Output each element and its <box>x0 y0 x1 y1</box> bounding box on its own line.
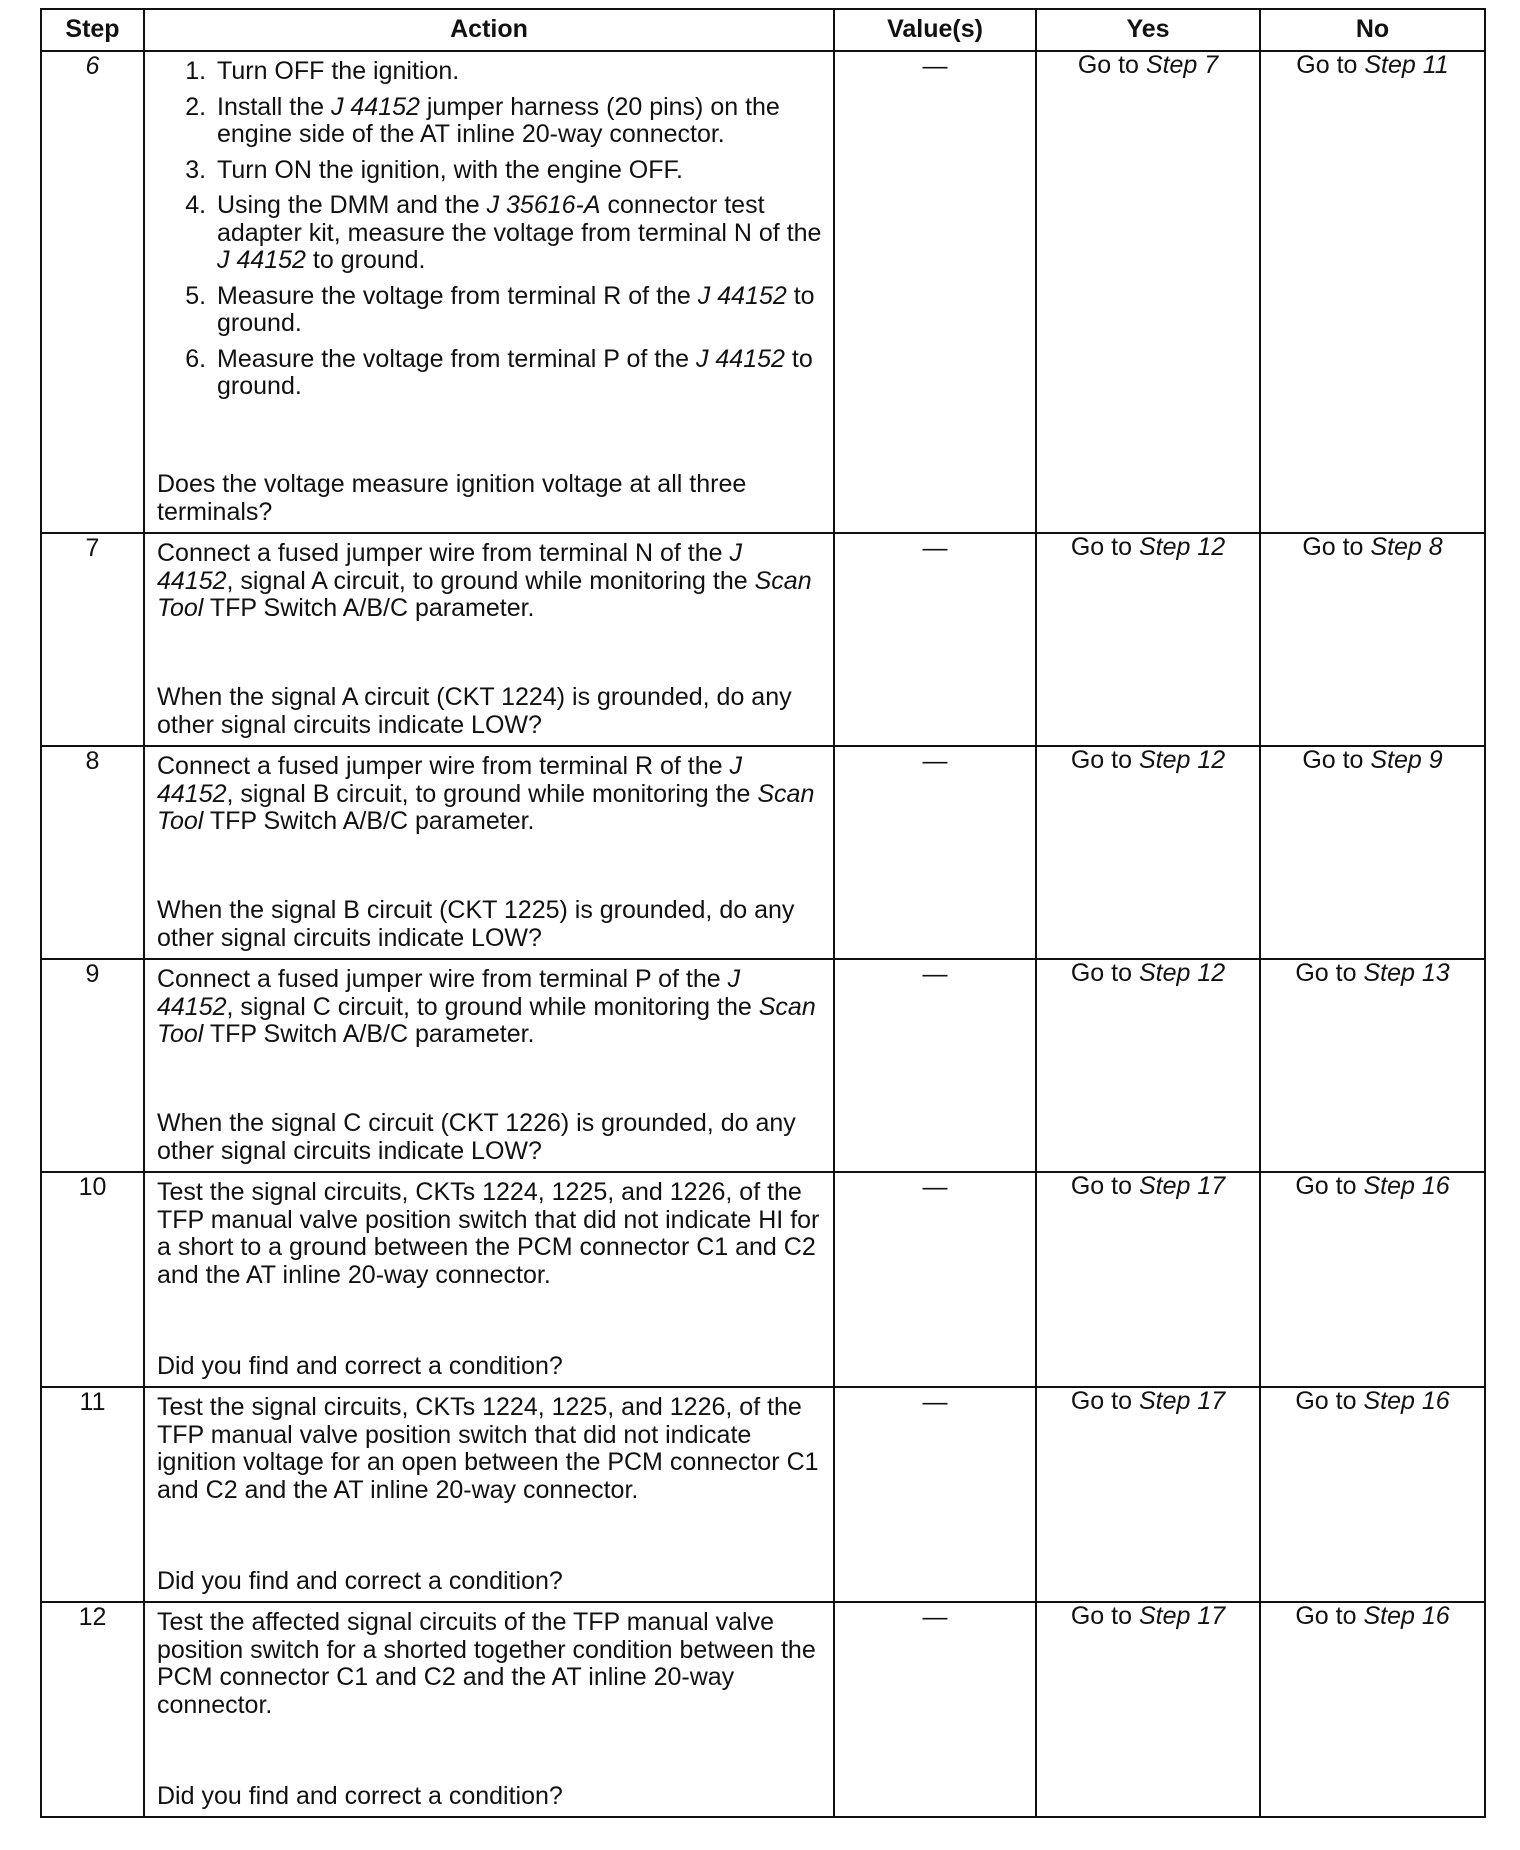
goto-step-link: Step 13 <box>1363 959 1450 987</box>
table-row <box>41 746 1485 959</box>
value-cell: — <box>834 746 1036 959</box>
action-lead <box>157 753 823 836</box>
action-text: to ground. <box>305 246 426 274</box>
step-number: 7 <box>41 533 144 746</box>
goto-prefix: Go to <box>1070 1387 1139 1415</box>
action-step <box>213 58 823 86</box>
table-row <box>41 51 1485 533</box>
action-question: Did you find and correct a condition? <box>157 1781 563 1810</box>
action-question: Did you find and correct a condition? <box>157 1351 563 1380</box>
tool-reference: J 35616-A <box>486 191 601 219</box>
goto-step-link: Step 12 <box>1138 746 1226 774</box>
action-step <box>213 192 823 275</box>
table-row <box>41 1172 1485 1387</box>
yes-cell <box>1036 959 1260 1172</box>
action-text: Install the <box>217 92 331 121</box>
goto-prefix: Go to <box>1070 1602 1139 1630</box>
action-text: , signal C circuit, to ground while monitoring the <box>226 992 759 1021</box>
no-cell <box>1260 51 1485 533</box>
goto-prefix: Go to <box>1070 746 1139 774</box>
tool-reference: J 44152 <box>157 965 741 1021</box>
goto-prefix: Go to <box>1070 533 1139 561</box>
value-cell: — <box>834 51 1036 533</box>
no-cell <box>1260 746 1485 959</box>
yes-cell <box>1036 1602 1260 1817</box>
action-text: Connect a fused jumper wire from terminal R of the <box>157 752 730 780</box>
tool-reference: Scan Tool <box>157 992 816 1048</box>
goto-step-link: Step 16 <box>1363 1172 1450 1200</box>
no-cell <box>1260 1602 1485 1817</box>
value-cell: — <box>834 533 1036 746</box>
goto-prefix: Go to <box>1302 533 1371 561</box>
action-question: When the signal A circuit (CKT 1224) is grounded, do any other signal circuits indicate LOW? <box>157 683 792 739</box>
goto-prefix: Go to <box>1070 959 1139 987</box>
yes-cell <box>1036 1387 1260 1602</box>
action-step <box>213 283 823 338</box>
goto-prefix: Go to <box>1295 959 1364 987</box>
action-lead <box>157 966 823 1049</box>
action-text: to ground. <box>217 281 815 337</box>
table-row <box>41 959 1485 1172</box>
no-cell <box>1260 533 1485 746</box>
step-number: 11 <box>41 1387 144 1602</box>
yes-cell <box>1036 533 1260 746</box>
goto-step-link: Step 9 <box>1370 746 1443 774</box>
tool-reference: J 44152 <box>157 539 742 595</box>
action-text: Measure the voltage from terminal R of the <box>217 281 698 310</box>
value-cell: — <box>834 1172 1036 1387</box>
header-step: Step <box>41 9 144 51</box>
value-cell: — <box>834 1387 1036 1602</box>
tool-reference: J 44152 <box>697 281 787 310</box>
action-cell <box>144 51 834 533</box>
action-cell <box>144 959 834 1172</box>
action-text: Using the DMM and the <box>217 191 487 219</box>
action-text: TFP Switch A/B/C parameter. <box>203 807 535 835</box>
action-text: connector test adapter kit, measure the voltage from terminal N of the <box>217 191 822 247</box>
tool-reference: J 44152 <box>157 752 742 808</box>
action-text: TFP Switch A/B/C parameter. <box>203 1020 535 1048</box>
table-row <box>41 533 1485 746</box>
diagnostic-table <box>40 8 1486 1818</box>
action-lead: Test the affected signal circuits of the TFP manual valve position switch for a shorted together condition between the PCM connector C1 and C2 and the AT inline 20-way connector. <box>157 1608 816 1719</box>
goto-step-link: Step 16 <box>1363 1602 1450 1630</box>
yes-cell <box>1036 746 1260 959</box>
goto-step-link: Step 12 <box>1138 959 1226 987</box>
action-text: jumper harness (20 pins) on the engine side of the AT inline 20-way connector. <box>217 92 780 148</box>
goto-step-link: Step 7 <box>1145 51 1219 79</box>
action-cell <box>144 1602 834 1817</box>
tool-reference: J 44152 <box>330 92 420 121</box>
action-question: When the signal B circuit (CKT 1225) is grounded, do any other signal circuits indicate LOW? <box>157 896 795 952</box>
step-number: 12 <box>41 1602 144 1817</box>
goto-step-link: Step 17 <box>1138 1172 1226 1200</box>
header-yes: Yes <box>1036 9 1260 51</box>
action-lead <box>157 540 823 623</box>
header-no: No <box>1260 9 1485 51</box>
yes-cell <box>1036 1172 1260 1387</box>
action-text: Measure the voltage from terminal P of the <box>217 344 696 373</box>
step-number: 8 <box>41 746 144 959</box>
step-number: 6 <box>41 51 144 533</box>
tool-reference: Scan Tool <box>157 779 815 835</box>
goto-prefix: Go to <box>1296 51 1365 79</box>
action-text: , signal A circuit, to ground while monitoring the <box>226 566 755 595</box>
action-step <box>213 346 823 401</box>
action-step <box>213 94 823 149</box>
step-number: 10 <box>41 1172 144 1387</box>
value-cell: — <box>834 959 1036 1172</box>
goto-prefix: Go to <box>1295 1172 1364 1200</box>
header-values: Value(s) <box>834 9 1036 51</box>
action-question: When the signal C circuit (CKT 1226) is grounded, do any other signal circuits indicate LOW? <box>157 1109 796 1165</box>
no-cell <box>1260 1172 1485 1387</box>
action-text: TFP Switch A/B/C parameter. <box>203 594 535 622</box>
action-text: to ground. <box>217 344 813 400</box>
goto-prefix: Go to <box>1077 51 1146 79</box>
goto-prefix: Go to <box>1295 1602 1364 1630</box>
table-header <box>41 9 1485 51</box>
goto-step-link: Step 8 <box>1370 533 1443 561</box>
goto-step-link: Step 12 <box>1138 533 1226 561</box>
goto-step-link: Step 16 <box>1363 1387 1450 1415</box>
tool-reference: Scan Tool <box>157 566 812 622</box>
action-question: Does the voltage measure ignition voltage at all three terminals? <box>157 470 747 526</box>
step-number: 9 <box>41 959 144 1172</box>
header-action: Action <box>144 9 834 51</box>
yes-cell <box>1036 51 1260 533</box>
action-cell <box>144 1387 834 1602</box>
action-text: Turn ON the ignition, with the engine OFF. <box>217 155 683 184</box>
goto-prefix: Go to <box>1070 1172 1139 1200</box>
table-row <box>41 1602 1485 1817</box>
action-question: Did you find and correct a condition? <box>157 1566 563 1595</box>
tool-reference: J 44152 <box>695 344 785 373</box>
goto-prefix: Go to <box>1295 1387 1364 1415</box>
action-text: Turn OFF the ignition. <box>217 57 460 85</box>
no-cell <box>1260 1387 1485 1602</box>
action-lead: Test the signal circuits, CKTs 1224, 1225, and 1226, of the TFP manual valve position switch that did not indicate HI for a short to a ground between the PCM connector C1 and C2 and the AT inline 20-way connector. <box>157 1178 820 1289</box>
action-cell <box>144 533 834 746</box>
goto-step-link: Step 17 <box>1138 1387 1226 1415</box>
goto-step-link: Step 11 <box>1364 51 1449 79</box>
no-cell <box>1260 959 1485 1172</box>
goto-prefix: Go to <box>1302 746 1371 774</box>
table-row <box>41 1387 1485 1602</box>
tool-reference: J 44152 <box>217 246 306 274</box>
action-lead: Test the signal circuits, CKTs 1224, 1225, and 1226, of the TFP manual valve position switch that did not indicate ignition voltage for an open between the PCM connector C1 and C2 and the AT inline 20-way connector. <box>157 1393 819 1504</box>
goto-step-link: Step 17 <box>1138 1602 1226 1630</box>
value-cell: — <box>834 1602 1036 1817</box>
action-steps-list <box>157 58 823 409</box>
action-text: Connect a fused jumper wire from terminal N of the <box>157 539 730 567</box>
action-step <box>213 157 823 185</box>
action-text: , signal B circuit, to ground while monitoring the <box>226 779 758 808</box>
action-text: Connect a fused jumper wire from terminal P of the <box>157 965 728 993</box>
action-cell <box>144 1172 834 1387</box>
action-cell <box>144 746 834 959</box>
